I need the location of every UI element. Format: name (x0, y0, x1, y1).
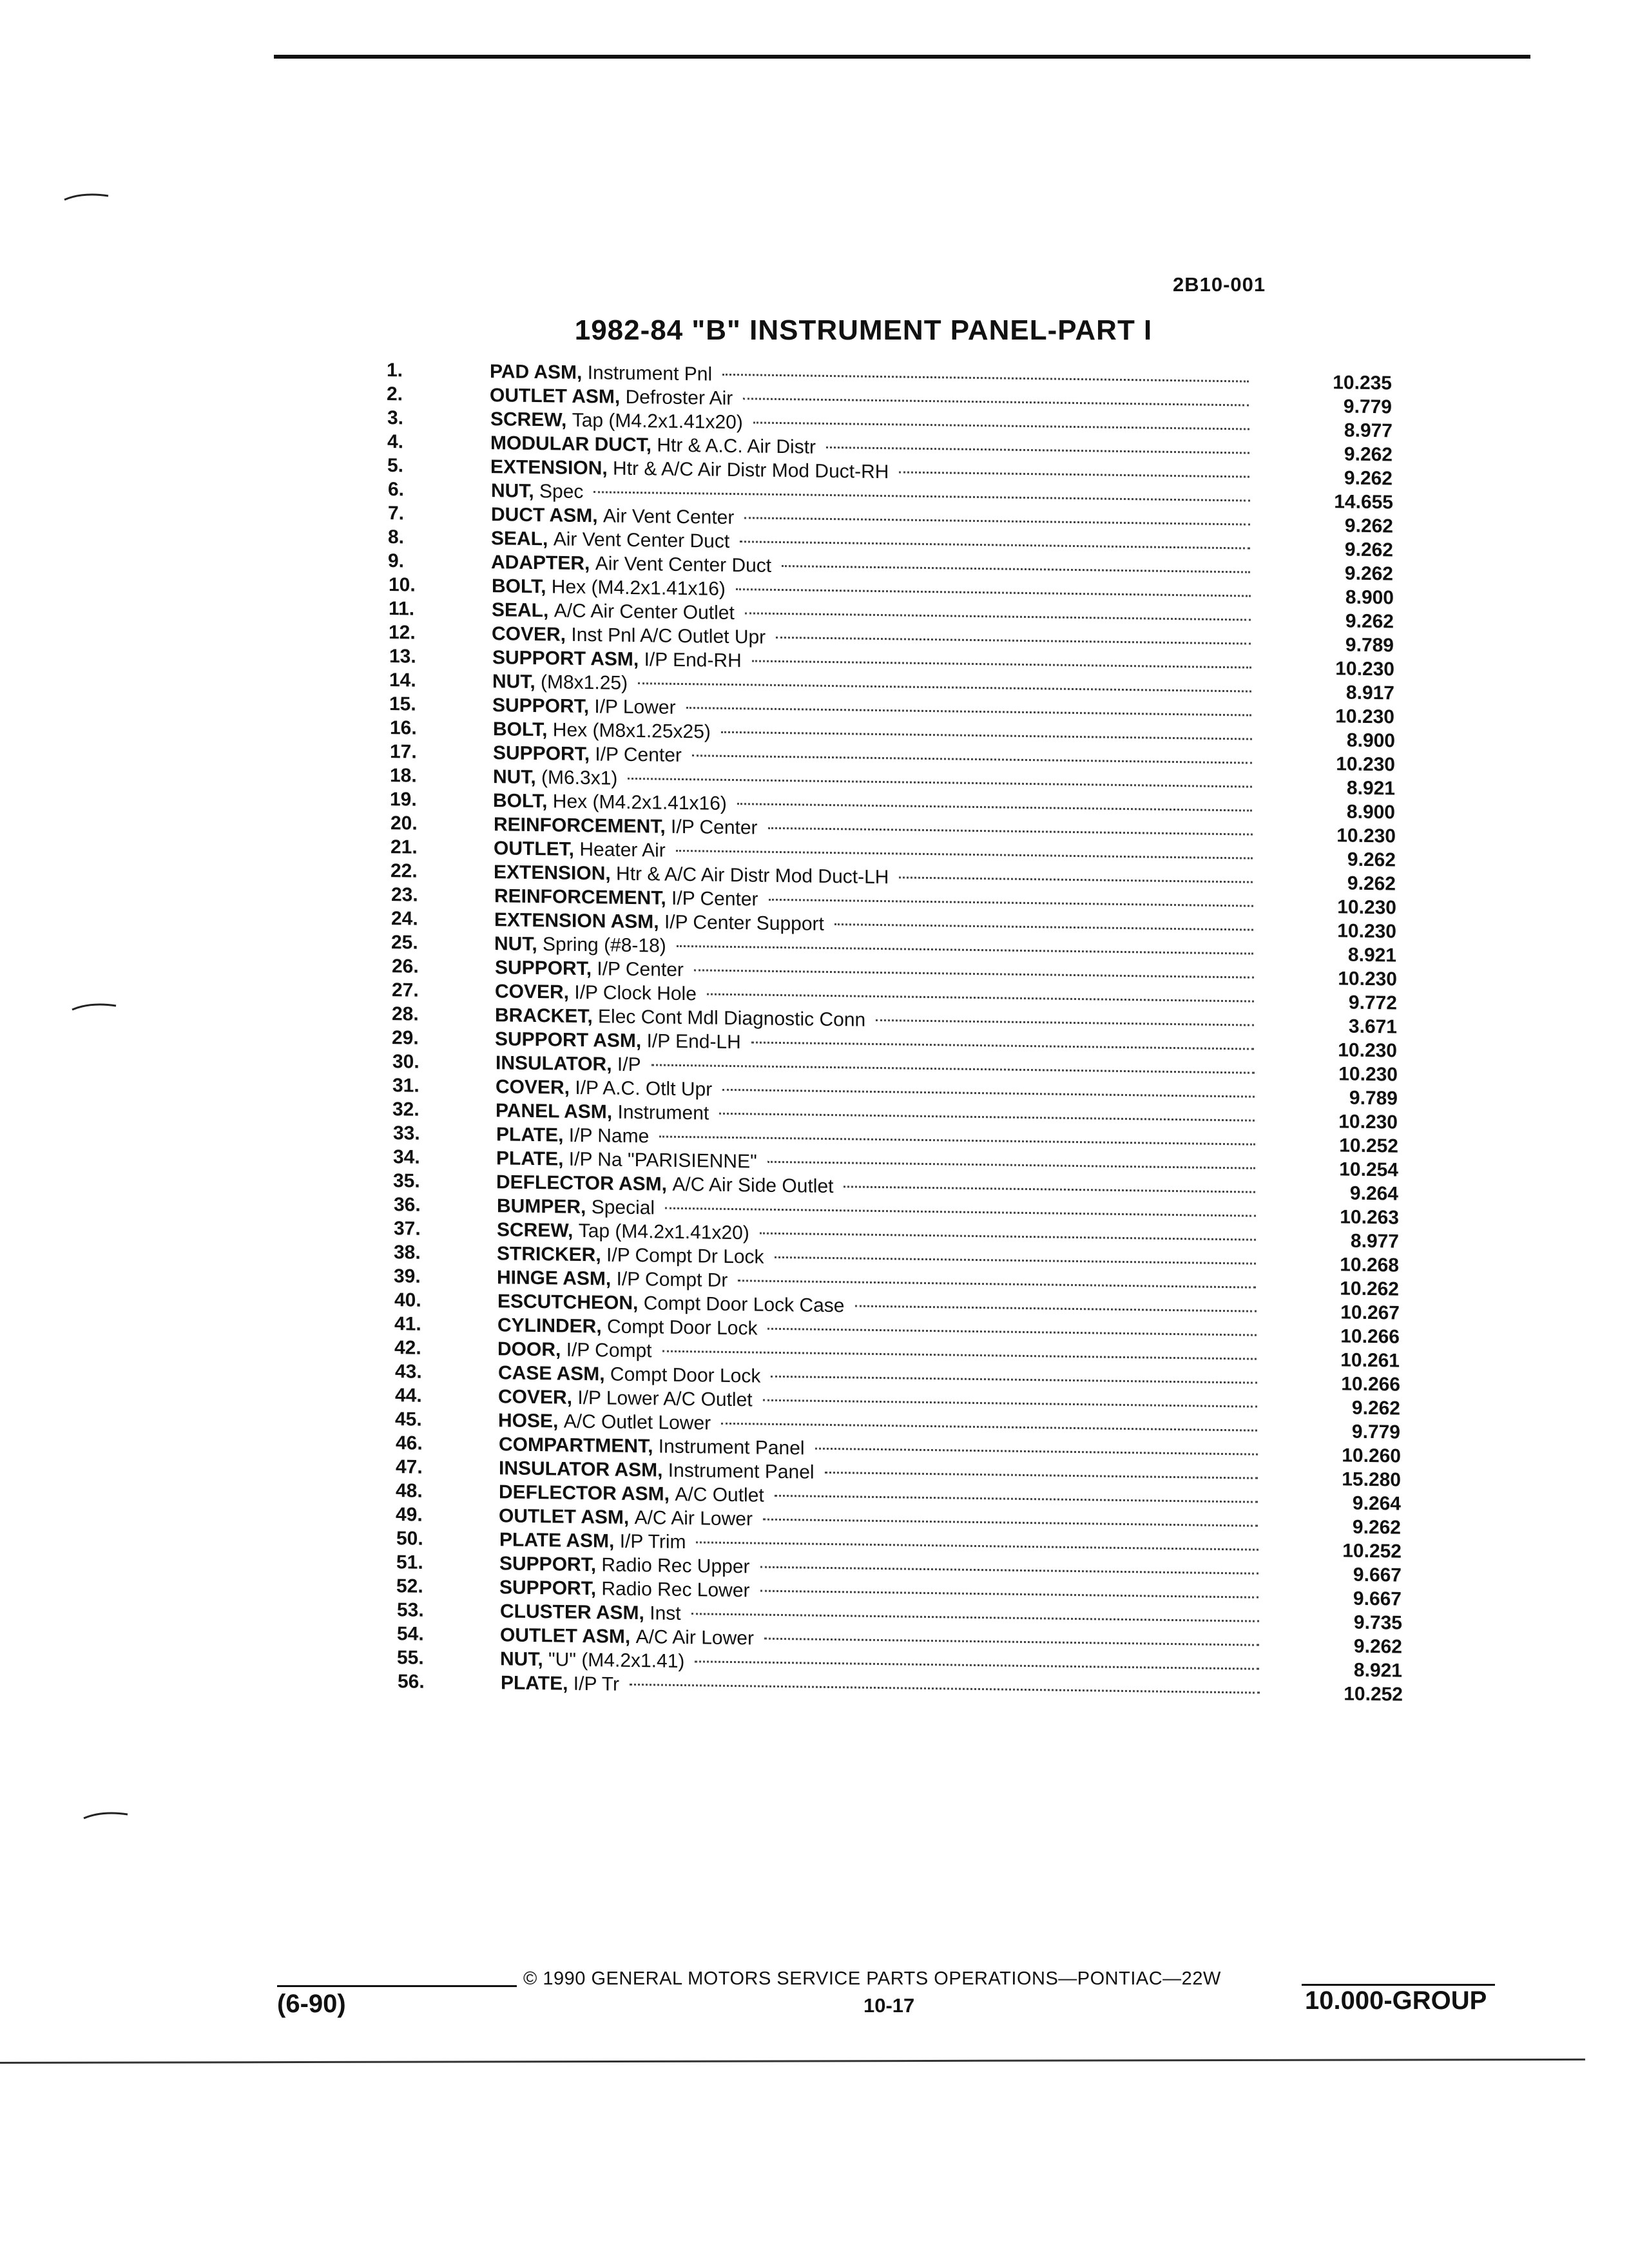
group-number: 3.671 (1348, 1015, 1397, 1038)
part-number: 27. (392, 979, 419, 1001)
dot-leader (719, 1113, 1255, 1122)
group-number: 9.262 (1344, 443, 1393, 466)
part-number: 2. (387, 383, 403, 405)
part-detail: Radio Rec Lower (601, 1578, 750, 1602)
part-detail: Compt Door Lock (607, 1316, 758, 1340)
dot-leader (760, 1233, 1256, 1241)
part-number: 14. (389, 669, 416, 691)
part-detail: Hex (M4.2x1.41x16) (552, 791, 727, 814)
part-detail: A/C Air Lower (634, 1507, 753, 1530)
group-number: 8.921 (1347, 944, 1396, 966)
part-detail: Hex (M4.2x1.41x16) (551, 576, 726, 600)
part-number: 29. (392, 1027, 419, 1049)
part-detail: I/P End-RH (644, 649, 742, 672)
group-number: 9.264 (1349, 1182, 1398, 1205)
group-number: 10.230 (1335, 706, 1394, 728)
part-name: DOOR, (497, 1338, 561, 1361)
group-number: 9.262 (1344, 515, 1393, 537)
dot-leader (767, 1161, 1255, 1169)
part-number: 21. (390, 836, 418, 858)
part-detail: Defroster Air (625, 386, 733, 410)
group-number: 9.667 (1353, 1588, 1402, 1610)
part-name: SUPPORT, (499, 1577, 597, 1600)
group-number: 9.779 (1343, 396, 1392, 418)
dot-leader (767, 1328, 1257, 1336)
group-number: 8.917 (1345, 682, 1394, 704)
dot-leader (776, 637, 1251, 645)
part-name: CYLINDER, (497, 1314, 602, 1338)
group-number: 10.230 (1336, 753, 1395, 776)
dot-leader (771, 1376, 1257, 1384)
part-number: 6. (388, 479, 405, 501)
dot-leader (651, 1064, 1255, 1073)
part-name: PLATE, (501, 1672, 568, 1695)
part-name: PAD ASM, (490, 361, 583, 383)
part-name: BUMPER, (497, 1195, 586, 1218)
group-number: 10.266 (1340, 1325, 1400, 1348)
part-number: 33. (393, 1122, 420, 1144)
group-number: 9.264 (1352, 1492, 1401, 1515)
part-number: 19. (390, 789, 417, 811)
group-number: 10.252 (1342, 1540, 1402, 1562)
part-detail: I/P Lower A/C Outlet (577, 1387, 753, 1411)
part-detail: (M6.3x1) (541, 767, 618, 789)
part-number: 22. (390, 860, 418, 882)
part-name: EXTENSION ASM, (494, 909, 659, 933)
part-detail: I/P A.C. Otlt Upr (575, 1077, 713, 1100)
dot-leader (696, 1541, 1258, 1550)
group-number: 10.261 (1340, 1349, 1400, 1372)
group-number: 10.252 (1344, 1683, 1403, 1706)
dot-leader (694, 969, 1254, 978)
group-number: 10.230 (1338, 1063, 1398, 1086)
part-name: SEAL, (491, 528, 548, 550)
group-number: 15.280 (1342, 1468, 1401, 1491)
dot-leader (638, 682, 1251, 692)
part-number: 55. (397, 1647, 424, 1669)
part-name: INSULATOR, (496, 1052, 612, 1075)
dot-leader (737, 803, 1252, 811)
part-detail: A/C Air Side Outlet (672, 1173, 834, 1198)
part-detail: I/P Compt Dr (616, 1268, 728, 1291)
dot-leader (825, 1472, 1258, 1479)
dot-leader (751, 1041, 1254, 1050)
part-name: SUPPORT, (499, 1553, 597, 1576)
dot-leader (769, 899, 1253, 907)
dot-leader (593, 491, 1250, 501)
part-detail: I/P Compt (566, 1339, 652, 1362)
part-name: STRICKER, (497, 1243, 601, 1266)
group-number: 10.252 (1339, 1135, 1398, 1157)
part-name: CASE ASM, (498, 1362, 605, 1385)
dot-leader (676, 850, 1253, 860)
group-number: 10.266 (1341, 1373, 1400, 1396)
part-detail: I/P (617, 1053, 641, 1076)
dot-leader (677, 945, 1253, 955)
part-name: COVER, (498, 1386, 573, 1408)
part-detail: I/P Compt Dr Lock (606, 1244, 764, 1268)
dot-leader (707, 994, 1254, 1003)
part-number: 20. (390, 812, 418, 834)
group-number: 9.262 (1353, 1635, 1402, 1658)
dot-leader (753, 421, 1249, 430)
part-number: 56. (398, 1671, 425, 1693)
part-detail: Instrument Panel (658, 1436, 805, 1459)
group-number: 8.921 (1353, 1659, 1402, 1682)
group-number: 10.230 (1338, 1111, 1398, 1133)
part-detail: Special (591, 1196, 655, 1219)
group-number: 10.268 (1340, 1254, 1399, 1276)
part-name: HOSE, (498, 1410, 559, 1432)
group-number: 14.655 (1334, 491, 1393, 514)
part-detail: Spec (539, 481, 584, 503)
part-name: OUTLET ASM, (500, 1624, 631, 1648)
part-number: 36. (394, 1194, 421, 1216)
part-number: 37. (394, 1218, 421, 1240)
group-number: 8.921 (1346, 777, 1395, 800)
part-name: NUT, (491, 480, 534, 502)
part-number: 3. (387, 407, 404, 429)
part-number: 34. (393, 1146, 420, 1168)
part-number: 24. (391, 908, 418, 930)
group-number: 9.779 (1351, 1421, 1400, 1443)
part-name: BOLT, (493, 718, 548, 741)
part-name: SUPPORT, (493, 742, 590, 765)
dot-leader (740, 541, 1250, 549)
group-number: 9.262 (1345, 610, 1394, 633)
part-number: 40. (394, 1289, 421, 1311)
group-number: 8.977 (1350, 1230, 1399, 1253)
group-number: 9.735 (1353, 1611, 1402, 1634)
part-number: 5. (387, 455, 404, 477)
part-number: 35. (393, 1170, 420, 1192)
part-name: OUTLET ASM, (499, 1505, 630, 1528)
revision-date: (6-90) (277, 1990, 346, 2018)
part-name: DEFLECTOR ASM, (496, 1171, 668, 1195)
part-number: 17. (390, 741, 417, 763)
part-number: 49. (396, 1504, 423, 1526)
part-detail: Air Vent Center Duct (595, 553, 772, 577)
part-name: NUT, (494, 933, 537, 956)
group-number: 10.230 (1337, 920, 1396, 943)
part-name: COVER, (492, 623, 566, 646)
group-code: 10.000-GROUP (1305, 1986, 1487, 2015)
part-name: SCREW, (490, 408, 567, 431)
dot-leader (659, 1136, 1255, 1146)
dot-leader (843, 1186, 1255, 1193)
dot-leader (760, 1590, 1259, 1599)
part-detail: A/C Outlet (675, 1483, 764, 1506)
part-number: 1. (387, 360, 403, 381)
part-number: 11. (389, 598, 415, 620)
part-name: COMPARTMENT, (499, 1434, 653, 1457)
part-detail: Htr & A/C Air Distr Mod Duct-LH (616, 863, 889, 889)
group-number: 9.772 (1348, 992, 1397, 1014)
part-name: OUTLET, (494, 838, 574, 860)
dot-leader (763, 1399, 1257, 1408)
dot-leader (744, 517, 1250, 525)
part-detail: Instrument (617, 1101, 709, 1124)
part-number: 26. (392, 956, 419, 977)
part-detail: Spring (#8-18) (543, 934, 666, 957)
parts-list (387, 358, 1405, 1707)
dot-leader (768, 827, 1253, 836)
dot-leader (899, 876, 1253, 883)
part-detail: Air Vent Center (602, 505, 735, 529)
dot-leader (763, 1519, 1258, 1527)
part-name: SEAL, (492, 599, 549, 622)
part-number: 52. (396, 1575, 423, 1597)
part-name: PLATE, (496, 1148, 564, 1170)
part-number: 16. (390, 717, 417, 739)
part-number: 25. (391, 932, 418, 954)
part-detail: Compt Door Lock (610, 1363, 761, 1387)
group-number: 8.900 (1346, 801, 1395, 823)
group-number: 9.789 (1345, 634, 1394, 657)
group-number: 10.260 (1342, 1445, 1401, 1467)
dot-leader (855, 1305, 1257, 1312)
part-detail: Heater Air (579, 838, 666, 861)
part-number: 51. (396, 1552, 423, 1573)
part-detail: I/P Center (595, 744, 682, 766)
part-name: COVER, (496, 1076, 570, 1099)
part-detail: I/P Tr (573, 1673, 619, 1695)
part-detail: I/P Name (568, 1124, 650, 1148)
group-number: 8.977 (1344, 419, 1393, 442)
top-rule (274, 55, 1530, 59)
dot-leader (692, 754, 1252, 764)
part-detail: A/C Air Lower (635, 1626, 754, 1649)
part-detail: I/P Center (671, 816, 758, 839)
group-number: 10.235 (1333, 372, 1392, 394)
part-name: BOLT, (493, 790, 548, 812)
part-number: 38. (394, 1242, 421, 1264)
group-number: 10.230 (1335, 658, 1394, 680)
part-number: 28. (392, 1003, 419, 1025)
dot-leader (826, 447, 1249, 454)
part-detail: I/P Center (597, 958, 684, 981)
dot-leader (721, 1423, 1257, 1432)
part-number: 43. (395, 1361, 422, 1383)
bottom-rule (0, 2059, 1585, 2064)
dot-leader (743, 398, 1249, 406)
part-detail: Instrument Panel (668, 1459, 815, 1483)
part-name: OUTLET ASM, (490, 385, 621, 408)
dot-leader (752, 660, 1251, 668)
dot-leader (782, 565, 1250, 573)
part-number: 42. (394, 1337, 421, 1359)
dot-leader (722, 374, 1249, 383)
part-name: SCREW, (497, 1219, 574, 1242)
part-number: 23. (391, 884, 418, 906)
document-code: 2B10-001 (1173, 273, 1266, 296)
part-number: 39. (394, 1265, 421, 1287)
dot-leader (834, 923, 1253, 931)
dot-leader (764, 1638, 1259, 1646)
part-number: 30. (392, 1051, 419, 1073)
part-name: PLATE, (496, 1124, 564, 1146)
part-name: EXTENSION, (490, 456, 608, 479)
group-number: 9.262 (1351, 1397, 1400, 1419)
part-detail: Instrument Pnl (587, 362, 713, 385)
part-detail: Htr & A.C. Air Distr (657, 434, 816, 458)
group-number: 10.230 (1338, 968, 1397, 990)
part-detail: A/C Outlet Lower (563, 1410, 711, 1434)
group-number: 10.262 (1340, 1278, 1399, 1300)
group-number: 9.262 (1344, 539, 1393, 561)
part-name: NUT, (492, 671, 535, 693)
dot-leader (738, 1280, 1256, 1289)
group-number: 9.262 (1347, 872, 1396, 895)
part-name: INSULATOR ASM, (499, 1457, 663, 1481)
part-number: 44. (395, 1385, 422, 1407)
part-detail: I/P Lower (594, 696, 676, 718)
part-detail: I/P End-LH (646, 1030, 741, 1053)
part-detail: (M8x1.25) (541, 671, 628, 694)
part-name: BRACKET, (495, 1004, 593, 1028)
part-number: 31. (392, 1075, 419, 1097)
part-name: REINFORCEMENT, (494, 885, 666, 909)
part-detail: Tap (M4.2x1.41x20) (578, 1220, 749, 1244)
part-detail: A/C Air Center Outlet (554, 600, 735, 624)
part-number: 4. (387, 431, 404, 453)
part-name: CLUSTER ASM, (500, 1600, 644, 1624)
part-number: 32. (392, 1099, 419, 1120)
dot-leader (628, 778, 1252, 788)
group-number: 9.789 (1349, 1087, 1398, 1110)
group-number: 9.262 (1344, 562, 1393, 585)
dot-leader (721, 731, 1252, 740)
part-number: 13. (389, 646, 416, 668)
group-number: 9.262 (1344, 467, 1393, 490)
margin-punch-mark (82, 1809, 134, 1820)
dot-leader (662, 1350, 1257, 1360)
part-name: NUT, (493, 766, 536, 789)
dot-leader (876, 1019, 1254, 1026)
part-detail: Htr & A/C Air Distr Mod Duct-RH (613, 457, 889, 483)
part-number: 7. (388, 503, 405, 524)
page-title: 1982-84 "B" INSTRUMENT PANEL-PART I (574, 314, 1153, 346)
dot-leader (775, 1256, 1256, 1265)
part-name: DEFLECTOR ASM, (499, 1481, 670, 1505)
part-name: HINGE ASM, (497, 1267, 612, 1290)
dot-leader (630, 1684, 1260, 1694)
part-number: 48. (396, 1480, 423, 1502)
group-number: 10.230 (1338, 1039, 1397, 1062)
part-name: REINFORCEMENT, (494, 814, 666, 838)
part-detail: Air Vent Center Duct (553, 528, 730, 552)
part-detail: Elec Cont Mdl Diagnostic Conn (598, 1006, 866, 1031)
footer-rule (1302, 1984, 1495, 1986)
dot-leader (899, 471, 1249, 477)
part-name: PANEL ASM, (496, 1100, 613, 1123)
part-detail: Inst Pnl A/C Outlet Upr (571, 624, 766, 648)
dot-leader (760, 1566, 1259, 1575)
part-name: ADAPTER, (491, 552, 590, 575)
copyright-notice: © 1990 GENERAL MOTORS SERVICE PARTS OPERATIONS—PONTIAC—22W (523, 1968, 1221, 1989)
part-detail: Hex (M8x1.25x25) (552, 719, 711, 743)
group-number: 8.900 (1345, 586, 1394, 609)
part-number: 53. (397, 1599, 424, 1621)
part-name: SUPPORT, (495, 957, 592, 980)
part-name: MODULAR DUCT, (490, 432, 651, 456)
dot-leader (695, 1660, 1259, 1669)
dot-leader (775, 1495, 1258, 1503)
part-detail: I/P Trim (619, 1530, 686, 1553)
part-number: 12. (389, 622, 416, 644)
part-detail: I/P Clock Hole (574, 981, 697, 1005)
page-number: 10-17 (863, 1994, 915, 2017)
dot-leader (722, 1089, 1255, 1098)
part-detail: Radio Rec Upper (601, 1554, 750, 1578)
group-number: 9.262 (1347, 849, 1396, 871)
part-name: SUPPORT ASM, (495, 1028, 642, 1052)
dot-leader (745, 612, 1251, 620)
part-name: SUPPORT, (492, 695, 590, 718)
part-name: COVER, (495, 981, 570, 1003)
part-detail: I/P Center Support (664, 911, 824, 935)
part-number: 41. (394, 1313, 421, 1335)
part-detail: Compt Door Lock Case (643, 1293, 845, 1317)
dot-leader (736, 588, 1251, 597)
part-number: 18. (390, 765, 417, 787)
part-number: 46. (396, 1432, 423, 1454)
part-name: DUCT ASM, (491, 504, 598, 527)
part-name: PLATE ASM, (499, 1529, 615, 1552)
part-detail: I/P Na "PARISIENNE" (568, 1148, 757, 1173)
part-detail: "U" (M4.2x1.41) (548, 1649, 685, 1673)
part-number: 9. (388, 550, 405, 572)
part-number: 47. (396, 1456, 423, 1478)
group-number: 9.262 (1352, 1516, 1401, 1539)
part-name: NUT, (500, 1648, 543, 1671)
footer-rule (277, 1985, 517, 1987)
part-name: ESCUTCHEON, (497, 1291, 639, 1314)
margin-punch-mark (71, 1001, 122, 1011)
dot-leader (686, 707, 1251, 716)
dot-leader (691, 1613, 1259, 1622)
part-detail: Tap (M4.2x1.41x20) (572, 409, 743, 434)
dot-leader (815, 1448, 1258, 1456)
part-number: 10. (389, 574, 416, 596)
part-name: SUPPORT ASM, (492, 647, 639, 671)
margin-punch-mark (63, 191, 115, 201)
part-number: 8. (388, 526, 405, 548)
part-number: 15. (389, 693, 416, 715)
group-number: 10.230 (1336, 825, 1396, 847)
group-number: 10.230 (1337, 896, 1396, 919)
part-number: 54. (397, 1623, 424, 1645)
part-detail: Inst (650, 1602, 681, 1624)
part-name: EXTENSION, (494, 861, 611, 885)
part-detail: I/P Center (671, 887, 758, 910)
group-number: 10.254 (1339, 1158, 1398, 1181)
dot-leader (665, 1207, 1256, 1217)
group-number: 8.900 (1346, 729, 1395, 752)
group-number: 10.263 (1340, 1206, 1399, 1229)
part-number: 45. (395, 1408, 422, 1430)
part-number: 50. (396, 1528, 423, 1550)
part-name: BOLT, (492, 575, 546, 598)
group-number: 10.267 (1340, 1302, 1400, 1324)
group-number: 9.667 (1353, 1564, 1402, 1586)
